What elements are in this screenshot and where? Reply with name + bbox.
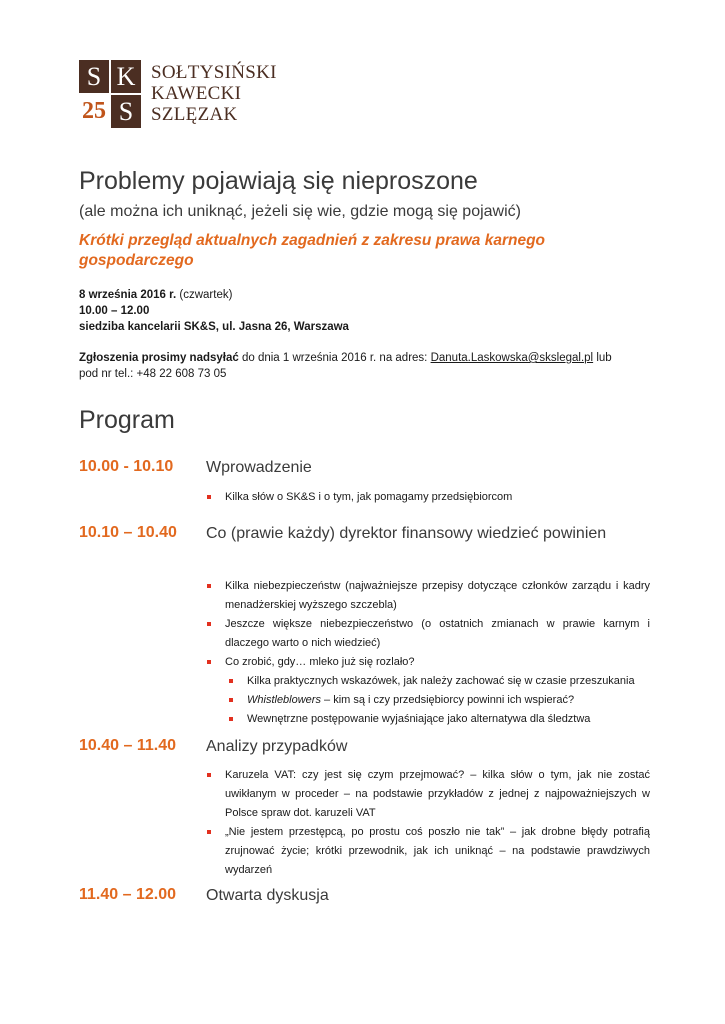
logo-letter-s: S (79, 60, 109, 93)
session-1-title: Wprowadzenie (206, 459, 312, 476)
list-item: „Nie jestem przestępcą, po prostu coś poszło nie tak” – jak drobne błędy potrafią zrujnować życie; krótki przewodnik, jak ich uniknąć – na podstawie prawdziwych wydarzeń (206, 823, 650, 880)
event-time-text: 10.00 – 12.00 (79, 305, 150, 317)
session-1-time: 10.00 - 10.10 (79, 458, 174, 475)
session-2-time: 10.10 – 10.40 (79, 524, 177, 541)
list-item: Kilka słów o SK&S i o tym, jak pomagamy przedsiębiorcom (206, 488, 650, 507)
event-date (79, 287, 349, 303)
session-3-bullets (206, 766, 650, 880)
event-venue (79, 319, 349, 335)
page-tagline: Krótki przegląd aktualnych zagadnień z zakresu prawa karnego gospodarczego (79, 232, 545, 269)
list-item-sub: Kilka praktycznych wskazówek, jak należy zachować się w czasie przeszukania (206, 672, 650, 691)
list-item-sub (206, 691, 650, 710)
list-item: Co zrobić, gdy… mleko już się rozlało? (206, 653, 650, 672)
logo-letter-s2: S (111, 95, 141, 128)
session-3-title: Analizy przypadków (206, 738, 348, 755)
whistleblowers-term: Whistleblowers (247, 694, 321, 706)
page-subtitle: (ale można ich uniknąć, jeżeli się wie, gdzie mogą się pojawić) (79, 203, 521, 220)
registration-text: do dnia 1 września 2016 r. na adres: (238, 352, 431, 364)
firm-logo (79, 60, 299, 128)
logo-letter-k: K (111, 60, 141, 93)
list-item-sub: Wewnętrzne postępowanie wyjaśniające jako alternatywa dla śledztwa (206, 710, 650, 729)
logo-anniversary-25: 25 (79, 95, 109, 128)
event-day: (czwartek) (176, 289, 233, 301)
logo-firm-names (151, 62, 277, 125)
registration-info (79, 350, 612, 382)
session-2-bullets (206, 577, 650, 729)
logo-name-3: SZLĘZAK (151, 104, 238, 125)
registration-line (79, 350, 612, 366)
logo-name-2: KAWECKI (151, 83, 242, 104)
logo-name-1: SOŁTYSIŃSKI (151, 62, 277, 83)
session-1-bullets (206, 488, 650, 507)
session-2-title: Co (prawie każdy) dyrektor finansowy wiedzieć powinien (206, 525, 607, 542)
registration-email-link[interactable]: Danuta.Laskowska@skslegal.pl (430, 352, 594, 364)
list-item: Karuzela VAT: czy jest się czym przejmować? – kilka słów o tym, jak nie zostać uwikłanym w proceder – na podstawie przykładów z jednej z najpoważniejszych w Polsce spraw dot. karuzeli VAT (206, 766, 650, 823)
registration-phone: pod nr tel.: +48 22 608 73 05 (79, 368, 227, 380)
logo-monogram (79, 60, 141, 128)
event-venue-text: siedziba kancelarii SK&S, ul. Jasna 26, Warszawa (79, 321, 349, 333)
page-title: Problemy pojawiają się nieproszone (79, 167, 478, 195)
session-4-title: Otwarta dyskusja (206, 887, 329, 904)
whistleblowers-text: – kim są i czy przedsiębiorcy powinni ich wspierać? (320, 694, 575, 706)
registration-lead: Zgłoszenia prosimy nadsyłać (79, 352, 239, 364)
registration-text-after: lub (593, 352, 612, 364)
list-item: Kilka niebezpieczeństw (najważniejsze przepisy dotyczące członków zarządu i kadry menadżerskiej wyższego szczebla) (206, 577, 650, 615)
list-item: Jeszcze większe niebezpieczeństwo (o ostatnich zmianach w prawie karnym i dlaczego warto o nich wiedzieć) (206, 615, 650, 653)
event-details (79, 287, 349, 335)
session-4-time: 11.40 – 12.00 (79, 886, 176, 903)
event-date-bold: 8 września 2016 r. (79, 289, 177, 301)
program-heading: Program (79, 406, 175, 434)
session-3-time: 10.40 – 11.40 (79, 737, 176, 754)
event-time (79, 303, 349, 319)
